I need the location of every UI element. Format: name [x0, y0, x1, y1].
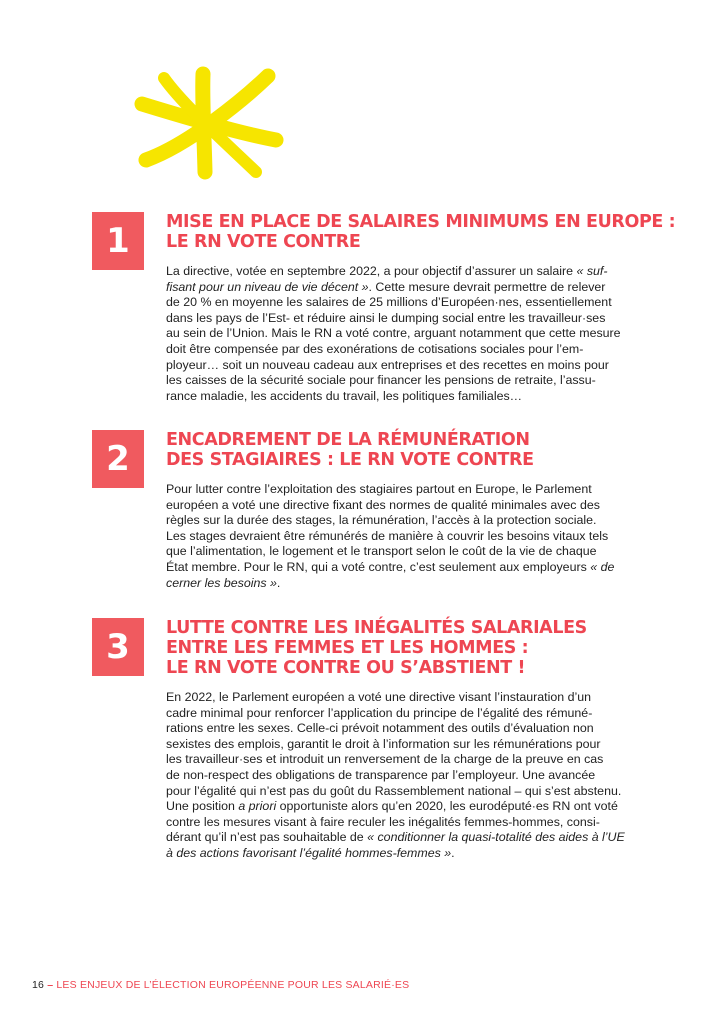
section-body: En 2022, le Parlement européen a voté une directive visant l’instauration d’un cadre minimal pour renforcer l’application du principe de l’égalité des rémuné- rations entre les sexes. Celle-ci prévoit notamment des outils d’évaluation non sexistes des emplois, garantit le droit à l’information sur les rémunérations pour les travailleur·ses et introduit un renversement de la charge de la preuve en cas de non-respect des obligations de transparence par l’employeur. Une avancée pour l’égalité qui n’est pas du goût du Rassemblement national – qui s’est abstenu. Une position a priori opportuniste alors qu’en 2020, les eurodéputé·es RN ont voté contre les mesures visant à faire reculer les inégalités femmes-hommes, consi- dérant qu’il n’est pas souhaitable de « conditionner la quasi-totalité des aides à l’UE à des actions favorisant l’égalité hommes-femmes ». [166, 690, 625, 860]
footer-title: LES ENJEUX DE L’ÉLECTION EUROPÉENNE POUR LES SALARIÉ·ES [56, 979, 410, 991]
section-body: Pour lutter contre l’exploitation des stagiaires partout en Europe, le Parlement européen a voté une directive fixant des normes de qualité minimales avec des règles sur la durée des stages, la rémunération, l’accès à la protection sociale. Les stages devraient être rémunérés de manière à couvrir les besoins vitaux tels que l’alimentation, le logement et le transport selon le coût de la vie de chaque État membre. Pour le RN, qui a voté contre, c’est seulement aux employeurs « de cerner les besoins ». [166, 482, 615, 590]
page-number: 16 [32, 979, 45, 991]
section-number-badge: 1 [92, 212, 144, 270]
asterisk-star-icon [128, 60, 288, 190]
section-number-badge: 2 [92, 430, 144, 488]
section-number-badge: 3 [92, 618, 144, 676]
page-footer [32, 979, 409, 991]
section-body: La directive, votée en septembre 2022, a pour objectif d’assurer un salaire « suf- fisant pour un niveau de vie décent ». Cette mesure devrait permettre de relever de 20 % en moyenne les salaires de 25 millions d’Européen·nes, essentiellement dans les pays de l’Est- et réduire ainsi le dumping social entre les travailleur·ses au sein de l’Union. Mais le RN a voté contre, arguant notamment que cette mesure doit être compensée par des exonérations de cotisations sociales pour l’em- ployeur… soit un nouveau cadeau aux entreprises et des recettes en moins pour les caisses de la sécurité sociale pour financer les pensions de retraite, l’assu- rance maladie, les accidents du travail, les politiques familiales… [166, 264, 621, 403]
section-title: ENCADREMENT DE LA RÉMUNÉRATION DES STAGIAIRES : LE RN VOTE CONTRE [166, 430, 534, 470]
section-title: LUTTE CONTRE LES INÉGALITÉS SALARIALES ENTRE LES FEMMES ET LES HOMMES : LE RN VOTE CONTRE OU S’ABSTIENT ! [166, 618, 587, 678]
footer-dash: – [47, 979, 54, 991]
section-title: MISE EN PLACE DE SALAIRES MINIMUMS EN EUROPE : LE RN VOTE CONTRE [166, 212, 676, 252]
